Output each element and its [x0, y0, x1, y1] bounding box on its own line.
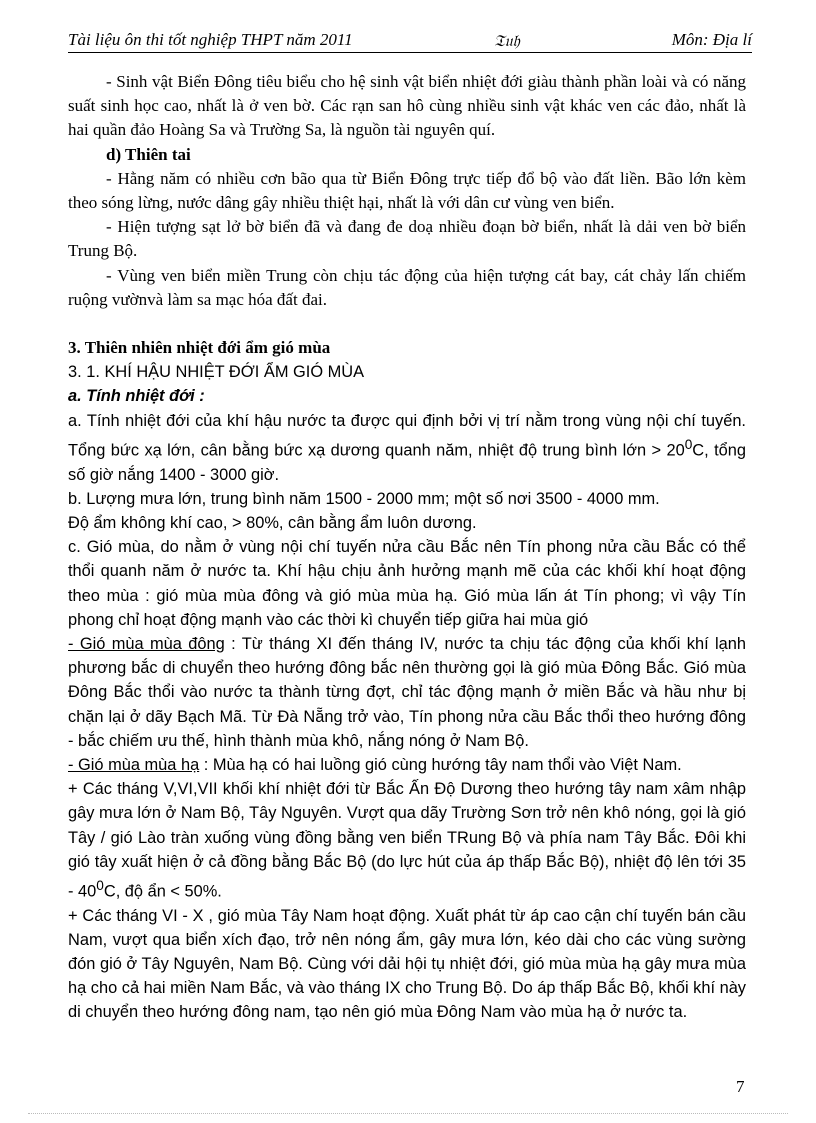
header-subject: Môn: Địa lí — [671, 30, 752, 49]
paragraph-gio-tay-text: + Các tháng V,VI,VII khối khí nhiệt đới từ Bắc Ấn Độ Dương theo hướng tây nam xâm nhập gây mưa lớn ở Nam Bộ, Tây Nguyên. Vượt qua dãy Trường Sơn trở nên khô nóng, gọi là gió Tây / gió Lào tràn xuống vùng đồng bằng ven biển TRung Bộ và phía nam Tây Bắc. Đôi khi gió tây xuất hiện ở cả đồng bằng Bắc Bộ (do lực hút của áp thấp Bắc Bộ), nhiệt độ lên tới 35 - 40 — [68, 780, 746, 901]
paragraph-gio-mua-dong — [68, 632, 746, 753]
paragraph-gio-tay-tail: C, độ ẩn < 50%. — [103, 882, 222, 901]
text-gio-mua-ha: : Mùa hạ có hai luồng gió cùng hướng tây nam thổi vào Việt Nam. — [199, 755, 682, 774]
page-number: 7 — [736, 1077, 745, 1096]
paragraph-sat-lo: - Hiện tượng sạt lở bờ biển đã và đang đe doạ nhiều đoạn bờ biển, nhất là dải ven bờ biển Trung Bộ. — [68, 217, 746, 261]
heading-section-3-1: 3. 1. KHÍ HẬU NHIỆT ĐỚI ẨM GIÓ MÙA — [68, 363, 365, 382]
paragraph-gio-mua-ha — [68, 753, 746, 777]
paragraph-tinh-nhiet-doi — [68, 409, 746, 487]
label-gio-mua-dong: - Gió mùa mùa đông — [68, 634, 225, 653]
footer-divider — [28, 1113, 788, 1114]
heading-thien-tai: d) Thiên tai — [106, 144, 191, 164]
spacer — [68, 312, 746, 336]
paragraph-do-am: Độ ẩm không khí cao, > 80%, cân bằng ẩm luôn dương. — [68, 513, 477, 532]
paragraph-gio-tay — [68, 777, 746, 903]
paragraph-a-text: a. Tính nhiệt đới của khí hậu nước ta được qui định bởi vị trí nằm trong vùng nội chí tuyến. Tổng bức xạ lớn, cân bằng bức xạ dương quanh năm, nhiệt độ trung bình lớn > 20 — [68, 411, 746, 460]
paragraph-a-tail: C, tổng số giờ nắng 1400 - 3000 giờ. — [68, 441, 746, 484]
paragraph-gio-mua: c. Gió mùa, do nằm ở vùng nội chí tuyến nửa cầu Bắc nên Tín phong nửa cầu Bắc có thể thổi quanh năm ở nước ta. Khí hậu chịu ảnh hưởng mạnh mẽ của các khối khí hoạt động theo mùa : gió mùa mùa đông và gió mùa mùa hạ. Gió mùa lấn át Tín phong; vì vậy Tín phong chỉ hoạt động mạnh vào các thời kì chuyển tiếp giữa hai mùa gió — [68, 538, 746, 629]
paragraph-cat-bay: - Vùng ven biển miền Trung còn chịu tác động của hiện tượng cát bay, cát chảy lấn chiếm ruộng vườnvà làm sa mạc hóa đất đai. — [68, 265, 746, 309]
paragraph-bien-dong: - Sinh vật Biển Đông tiêu biểu cho hệ sinh vật biển nhiệt đới giàu thành phần loài và có năng suất sinh học cao, nhất là ở ven bờ. Các rạn san hô cùng nhiều sinh vật khác ven các đảo, nhất là hai quần đảo Hoàng Sa và Trường Sa, là nguồn tài nguyên quí. — [68, 72, 746, 140]
degree-superscript: 0 — [96, 877, 104, 893]
text-gio-mua-dong: : Từ tháng XI đến tháng IV, nước ta chịu tác động của khối khí lạnh phương bắc di chuyển theo hướng đông bắc nên thường gọi là gió mùa Đông Bắc. Gió mùa Đông Bắc thổi vào nước ta thành từng đợt, chỉ tác động mạnh ở miền Bắc và hầu như bị chặn lại ở dãy Bạch Mã. Từ Đà Nẵng trở vào, Tín phong nửa cầu Bắc thổi theo hướng đông - bắc chiếm ưu thế, hình thành mùa khô, nắng nóng ở Nam Bộ. — [68, 634, 747, 750]
paragraph-luong-mua: b. Lượng mưa lớn, trung bình năm 1500 - 2000 mm; một số nơi 3500 - 4000 mm. — [68, 489, 660, 508]
paragraph-bao: - Hằng năm có nhiều cơn bão qua từ Biển Đông trực tiếp đổ bộ vào đất liền. Bão lớn kèm theo sóng lừng, nước dâng gây nhiều thiệt hại, nhất là với dân cư vùng ven biển. — [68, 168, 746, 213]
page-content — [68, 70, 746, 1025]
section-khi-hau — [68, 360, 746, 1024]
header-signature: 𝔗𝔲𝔥 — [494, 31, 520, 50]
page-header — [68, 30, 752, 53]
header-title: Tài liệu ôn thi tốt nghiệp THPT năm 2011 — [68, 30, 353, 49]
label-gio-mua-ha: - Gió mùa mùa hạ — [68, 755, 200, 774]
heading-tinh-nhiet-doi: a. Tính nhiệt đới : — [68, 387, 205, 406]
heading-section-3: 3. Thiên nhiên nhiệt đới ẩm gió mùa — [68, 338, 331, 358]
degree-superscript: 0 — [684, 436, 693, 452]
paragraph-gio-tay-nam: + Các tháng VI - X , gió mùa Tây Nam hoạt động. Xuất phát từ áp cao cận chí tuyến bán cầu Nam, vượt qua biển xích đạo, trở nên nóng ẩm, gây mưa lớn, kéo dài cho các vùng sường đón gió ở Tây Nguyên, Nam Bộ. Cùng với dải hội tụ nhiệt đới, gió mùa mùa hạ gây mưa mùa hạ cho cả hai miền Nam Bắc, và vào tháng IX cho Trung Bộ. Do áp thấp Bắc Bộ, khối khí này di chuyển theo hướng đông nam, tạo nên gió mùa Đông Nam vào mùa hạ ở nước ta. — [68, 906, 746, 1022]
